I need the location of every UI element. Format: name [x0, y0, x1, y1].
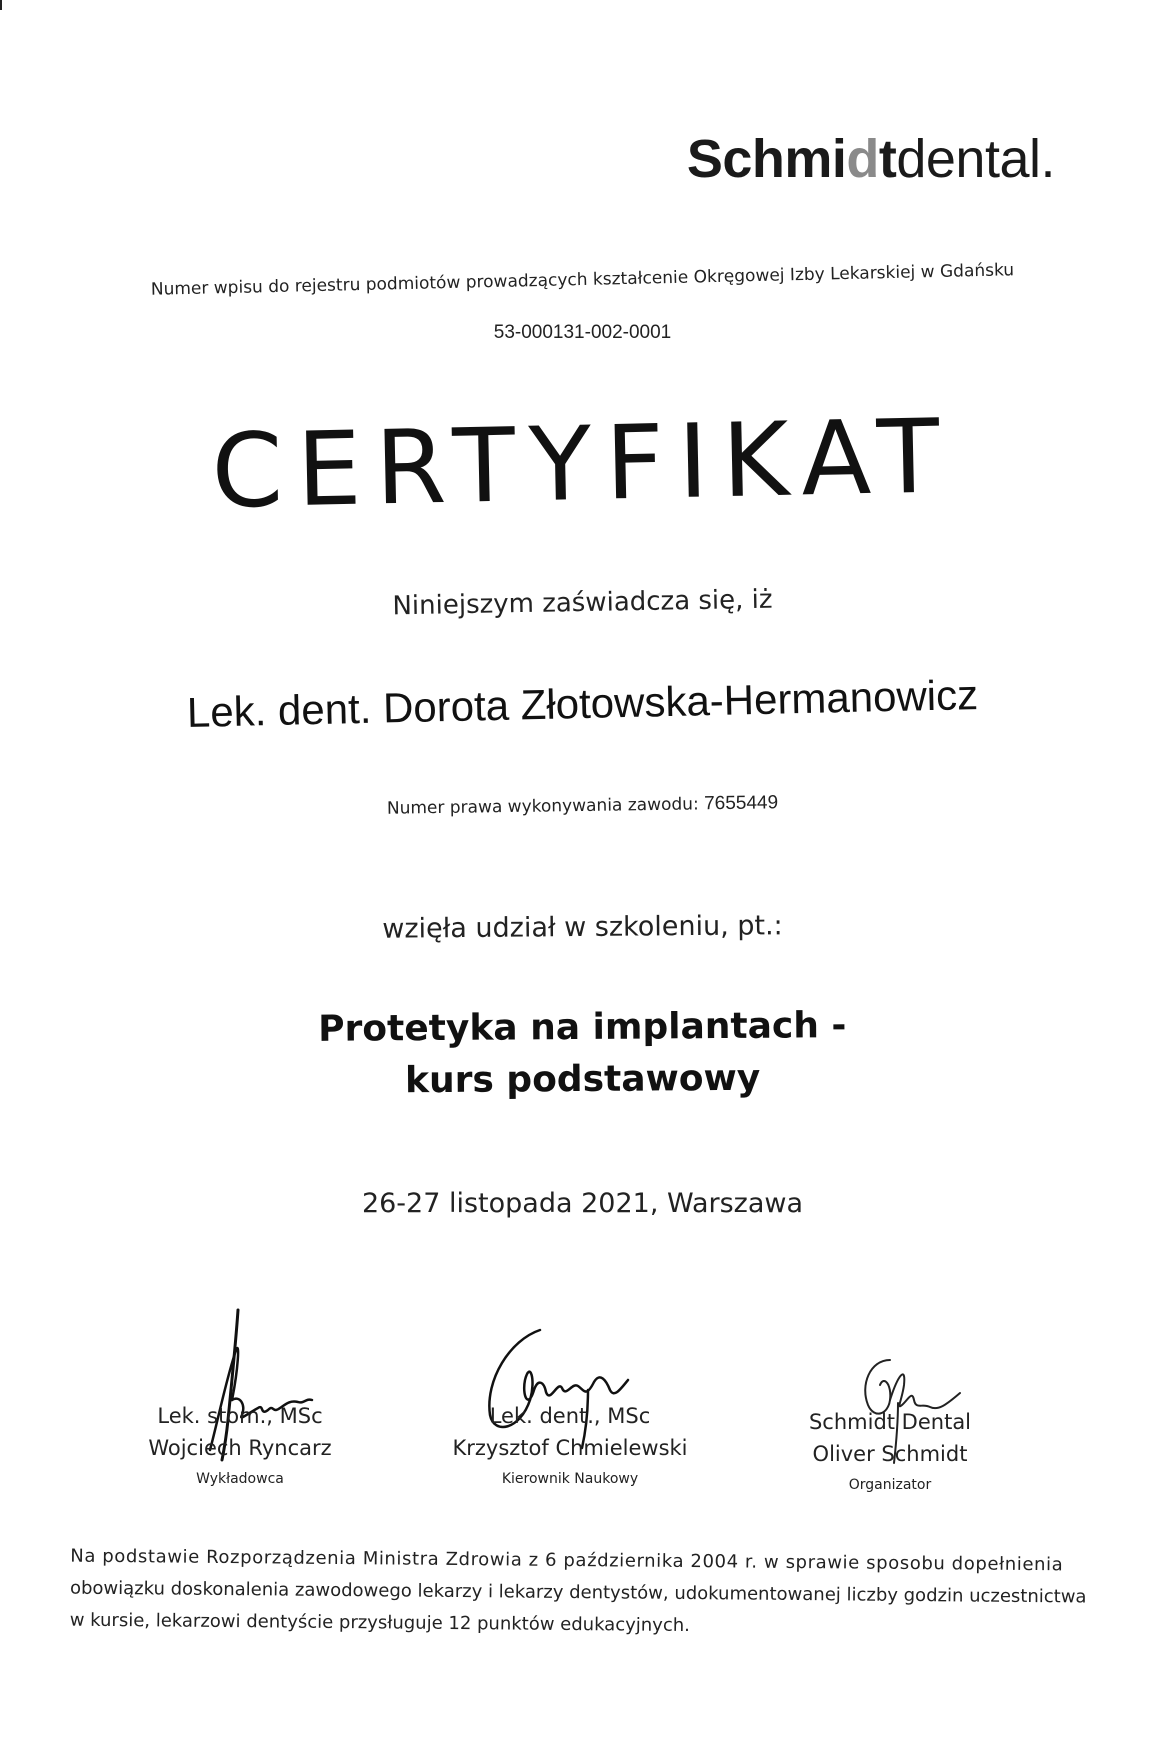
- signatory-2-name: Krzysztof Chmielewski: [452, 1436, 688, 1460]
- signatory-1-role: Wykładowca: [196, 1471, 284, 1487]
- license-number: 7655449: [703, 792, 779, 815]
- signatory-3-role: Organizator: [848, 1477, 932, 1493]
- signatory-3-name: Oliver Schmidt: [812, 1442, 968, 1466]
- signatory-2-title: Lek. dent., MSc: [489, 1404, 651, 1428]
- signatory-1: [90, 1400, 390, 1494]
- signatory-3-title: Schmidt Dental: [808, 1410, 972, 1434]
- signatory-2-role: Kierownik Naukowy: [501, 1471, 639, 1487]
- legal-notice: [69, 1541, 1087, 1646]
- course-title: [0, 998, 1165, 1110]
- scan-corner-mark: [0, 0, 2, 10]
- recipient-name: Lek. dent. Dorota Złotowska-Hermanowicz: [186, 671, 979, 736]
- course-title-line-2: kurs podstawowy: [404, 1057, 761, 1102]
- license-label: Numer prawa wykonywania zawodu:: [386, 794, 699, 819]
- legal-notice-line-2: obowiązku doskonalenia zawodowego lekarzy i lekarzy dentystów, udokumentowanej liczby godzin uczestnictwa: [69, 1577, 1087, 1608]
- certify-statement: Niniejszym zaświadcza się, iż: [392, 584, 773, 622]
- certificate-title: CERTYFIKAT: [210, 397, 955, 532]
- signatory-1-name: Wojciech Ryncarz: [148, 1436, 332, 1460]
- license-line: [0, 787, 1165, 825]
- legal-notice-line-1: Na podstawie Rozporządzenia Ministra Zdrowia z 6 października 2004 r. w sprawie sposobu dopełnienia: [70, 1545, 1064, 1576]
- register-description: Numer wpisu do rejestru podmiotów prowadzących kształcenie Okręgowej Izby Lekarskiej w Gdańsku: [150, 260, 1015, 300]
- register-number: 53-000131-002-0001: [493, 322, 672, 343]
- participation-statement: wzięła udział w szkoleniu, pt.:: [382, 910, 783, 945]
- course-title-line-1: Protetyka na implantach -: [318, 1005, 847, 1050]
- signatory-2: [420, 1400, 720, 1494]
- schmidtdental-logo: Schmidtdental.: [686, 129, 1055, 189]
- course-date-place: 26-27 listopada 2021, Warszawa: [361, 1188, 804, 1219]
- signatory-3: [740, 1406, 1040, 1500]
- legal-notice-line-3: w kursie, lekarzowi dentyście przysługuje 12 punktów edukacyjnych.: [69, 1609, 690, 1637]
- signatory-1-title: Lek. stom., MSc: [157, 1404, 323, 1428]
